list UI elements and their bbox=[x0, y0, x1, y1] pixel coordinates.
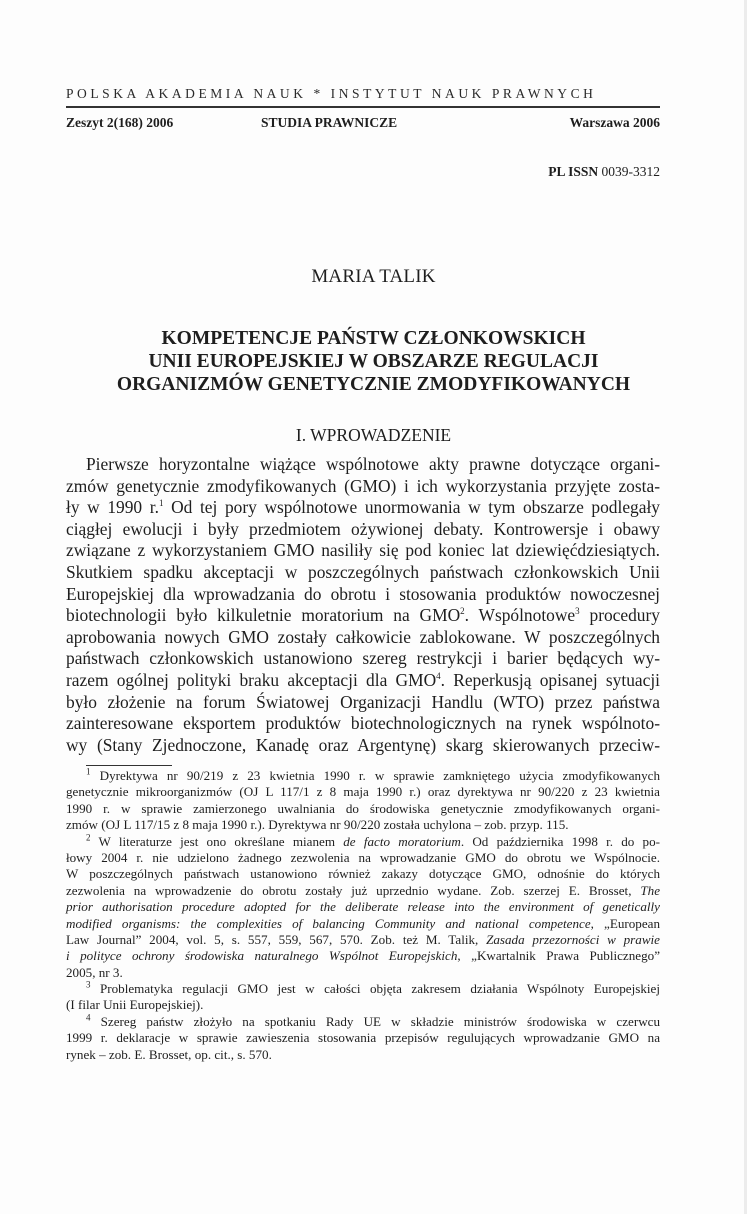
body-line: wy (Stany Zjednoczone, Kanadę oraz Argentynę) skarg skierowanych przeciw- bbox=[66, 734, 660, 755]
body-line: ły w 1990 r.$^1$ Od tej pory wspólnotowe unormowania w tym obszarze podlegały bbox=[66, 497, 660, 518]
footnote-ref[interactable]: 4 bbox=[436, 671, 441, 682]
section-heading: I. WPROWADZENIE bbox=[295, 425, 452, 445]
title-line: UNII EUROPEJSKIEJ W OBSZARZE REGULACJI bbox=[148, 351, 599, 372]
footnote-line: 2005, nr 3. bbox=[66, 964, 123, 980]
body-line: państwach członkowskich ustanowiono szereg restrykcji i barier będących wy- bbox=[66, 648, 660, 669]
body-line: aprobowania nowych GMO zostały całkowicie zablokowane. W poszczególnych bbox=[66, 626, 660, 647]
title-line: ORGANIZMÓW GENETYCZNIE ZMODYFIKOWANYCH bbox=[116, 374, 631, 395]
footnote-line: i polityce ochrony środowiska naturalnego Wspólnot Europejskich, „Kwartalnik Prawa Publicznego” bbox=[66, 948, 661, 964]
footnote-ref[interactable]: 2 bbox=[460, 606, 465, 617]
body-line: Europejskiej dla wprowadzania do obrotu i stosowania produktów nowoczesnej bbox=[66, 583, 660, 604]
footnote-line: zmów (OJ L 117/15 z 8 maja 1990 r.). Dyrektywa nr 90/220 została uchylona – zob. przyp. 115. bbox=[66, 817, 569, 833]
issn-label: PL ISSN bbox=[548, 164, 599, 179]
body-line: ciągłej ewolucji i były przedmiotem ożywionej debaty. Kontrowersje i obawy bbox=[66, 518, 660, 539]
footnote-line: W poszczególnych państwach ustanowiono również zakazy dotyczące GMO, odnośnie do których bbox=[66, 866, 660, 882]
footnote-ref[interactable]: 1 bbox=[158, 498, 164, 509]
footnote-line: łowy 2004 r. nie udzielono żadnego zezwolenia na wprowadzanie GMO do obrotu we Wspólnocie. bbox=[66, 849, 660, 865]
issn bbox=[548, 164, 660, 180]
footnote-line: modified organisms: the complexities of balancing Community and national competence, „European bbox=[66, 915, 660, 931]
journal-name: STUDIA PRAWNICZE bbox=[261, 115, 398, 130]
body-line: związane z wykorzystaniem GMO nasiliły się pod koniec lat dziewięćdziesiątych. bbox=[66, 540, 660, 561]
place-year: Warszawa 2006 bbox=[569, 115, 660, 130]
body-line: zmów genetycznie zmodyfikowanych (GMO) i ich wykorzystania przyjęte zosta- bbox=[66, 475, 660, 496]
article-author: MARIA TALIK bbox=[311, 266, 436, 287]
footnote-line: (I filar Unii Europejskiej). bbox=[66, 997, 204, 1013]
body-line: zainteresowane eksportem produktów biotechnologicznych na rynek wspólnoto- bbox=[66, 713, 660, 734]
footnotes bbox=[66, 768, 660, 1063]
issn-number: 0039-3312 bbox=[601, 164, 660, 179]
issue-number: Zeszyt 2(168) 2006 bbox=[66, 115, 174, 130]
article-title bbox=[60, 327, 687, 396]
footnote-separator bbox=[86, 765, 172, 766]
footnote-4: $^4$ Szereg państw złożyło na spotkaniu Rady UE w składzie ministrów środowiska w czerwcu bbox=[86, 1012, 661, 1029]
body-paragraph bbox=[66, 454, 660, 756]
body-line: Skutkiem spadku akceptacji w poszczególnych państwach członkowskich Unii bbox=[66, 561, 660, 582]
body-line: biotechnologii było kilkuletnie moratorium na GMO$^2$. Wspólnotowe$^3$ procedury bbox=[66, 605, 660, 626]
running-head: POLSKA AKADEMIA NAUK * INSTYTUT NAUK PRAWNYCH bbox=[66, 86, 597, 101]
body-line: razem ogólnej polityki braku akceptacji dla GMO$^4$. Reperkusją opisanej sytuacji bbox=[66, 669, 661, 690]
footnote-line: Law Journal” 2004, vol. 5, s. 557, 559, 567, 570. Zob. też M. Talik, Zasada przezorności w prawie bbox=[66, 931, 660, 947]
footnote-line: prior authorisation procedure adopted for the deliberate release into the environment of genetically bbox=[66, 899, 660, 915]
body-line: było złożenie na forum Światowej Organizacji Handlu (WTO) przez państwa bbox=[66, 691, 660, 712]
footnote-1: $^1$ Dyrektywa nr 90/219 z 23 kwietnia 1990 r. w sprawie zamkniętego użycia zmodyfikowanych bbox=[86, 766, 660, 783]
footnote-line: genetycznie mikroorganizmów (OJ L 117/1 z 8 maja 1990 r.) oraz dyrektywa nr 90/220 z 23 kwietnia bbox=[66, 784, 660, 800]
footnote-ref[interactable]: 3 bbox=[575, 606, 580, 617]
footnote-line: rynek – zob. E. Brosset, op. cit., s. 570. bbox=[66, 1046, 272, 1062]
footnote-line: 1990 r. w sprawie zamierzonego uwalniania do środowiska genetycznie zmodyfikowanych organi- bbox=[66, 800, 660, 816]
footnote-line: zezwolenia na wprowadzenie do obrotu zostały już uprzednio wydane. Zob. szerzej E. Brosset, The bbox=[66, 882, 660, 898]
footnote-2: $^2$ W literaturze jest ono określane mianem de facto moratorium. Od października 1998 r. do po- bbox=[86, 832, 661, 849]
footnote-3: $^3$ Problematyka regulacji GMO jest w całości objęta zakresem działania Wspólnoty Europejskiej bbox=[86, 979, 660, 997]
title-line: KOMPETENCJE PAŃSTW CZŁONKOWSKICH bbox=[161, 328, 586, 349]
footnote-line: 1999 r. deklaracje w sprawie zawieszenia stosowania przepisów regulujących wprowadzanie GMO na bbox=[66, 1030, 660, 1046]
body-line: Pierwsze horyzontalne wiążące wspólnotowe akty prawne dotyczące organi- bbox=[86, 454, 660, 474]
header-rule bbox=[66, 106, 660, 108]
